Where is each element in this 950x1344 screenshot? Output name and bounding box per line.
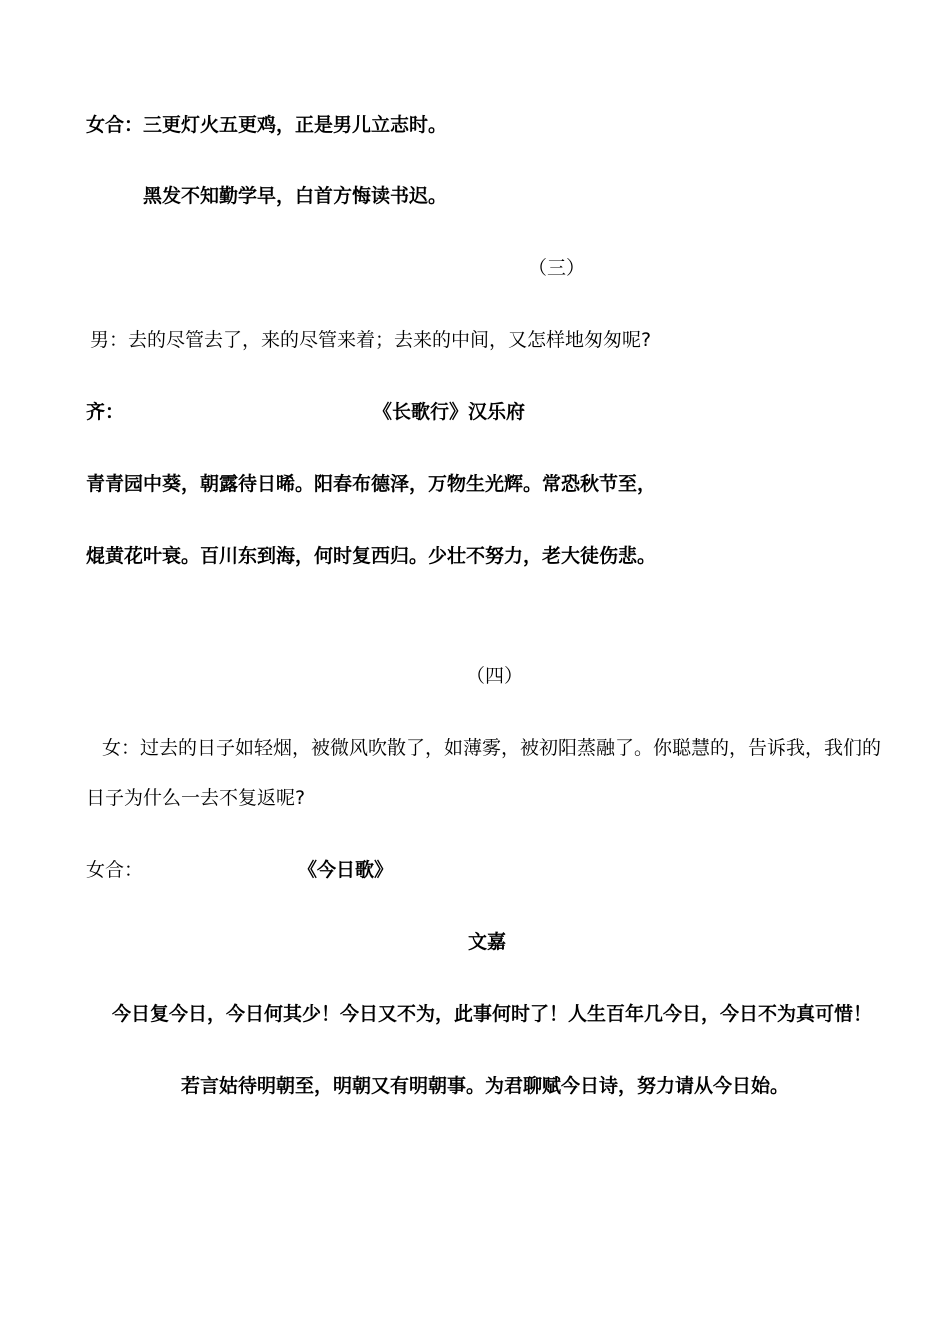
chorus-label: 女合： (86, 114, 144, 136)
poem-line: 青青园中葵，朝露待日晞。阳春布德泽，万物生光辉。常恐秋节至， (86, 473, 657, 495)
poem-author: 文嘉 (468, 931, 507, 953)
female-speech-line-1: 女：过去的日子如轻烟，被微风吹散了，如薄雾，被初阳蒸融了。你聪慧的，告诉我，我们的 (102, 737, 882, 759)
poem-title-changgexing: 《长歌行》汉乐府 (373, 401, 526, 423)
verse-text: 三更灯火五更鸡，正是男儿立志时。 (143, 114, 448, 136)
poem-line: 今日复今日，今日何其少！今日又不为，此事何时了！人生百年几今日，今日不为真可惜！ (112, 1003, 873, 1025)
male-speech: 男：去的尽管去了，来的尽管来着；去来的中间，又怎样地匆匆呢? (90, 329, 652, 351)
chorus-line-2: 黑发不知勤学早，白首方悔读书迟。 (143, 185, 448, 207)
section-heading-4: （四） (466, 665, 524, 687)
female-speech-line-2: 日子为什么一去不复返呢? (86, 787, 306, 809)
chorus-label: 女合： (86, 859, 144, 881)
chorus-line-1 (86, 113, 447, 137)
together-label: 齐： (86, 401, 125, 423)
section-heading-3: （三） (528, 257, 586, 279)
poem-line: 若言姑待明朝至，明朝又有明朝事。为君聊赋今日诗，努力请从今日始。 (181, 1075, 790, 1097)
poem-line: 焜黄花叶衰。百川东到海，何时复西归。少壮不努力，老大徒伤悲。 (86, 545, 657, 567)
poem-title-jinrige: 《今日歌》 (298, 859, 394, 881)
